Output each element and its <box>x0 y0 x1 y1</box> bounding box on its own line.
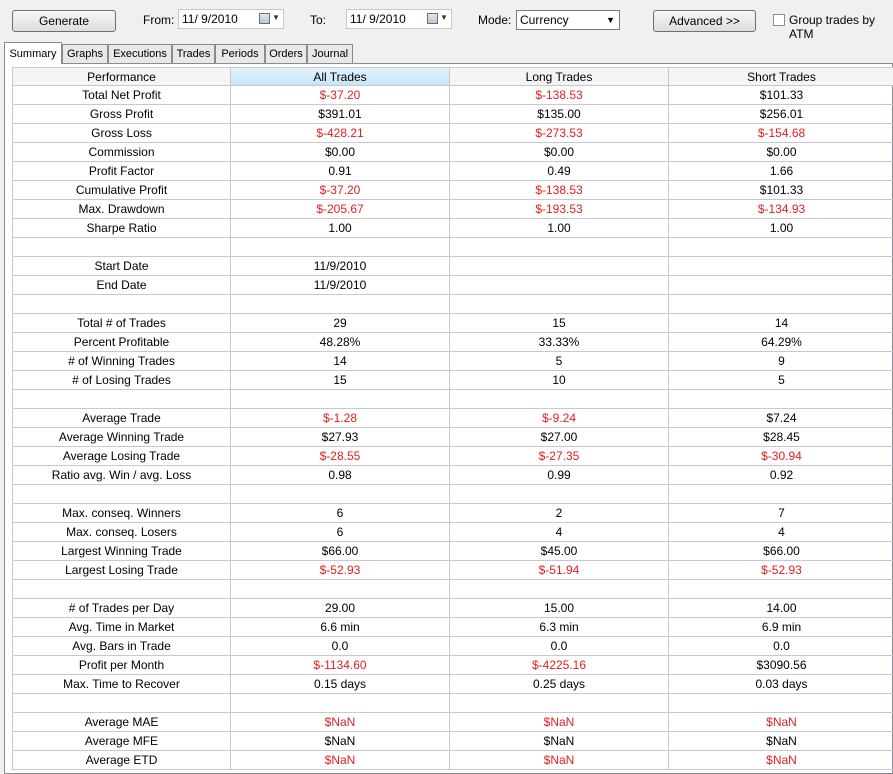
table-cell: 0.0 <box>231 637 450 656</box>
table-cell: $101.33 <box>669 86 893 105</box>
calendar-icon[interactable] <box>259 13 270 24</box>
table-cell: $NaN <box>450 732 669 751</box>
table-cell <box>231 580 450 599</box>
table-cell <box>231 390 450 409</box>
table-cell: $0.00 <box>669 143 893 162</box>
row-label: Total Net Profit <box>12 86 231 105</box>
table-cell: $-138.53 <box>450 181 669 200</box>
table-cell: 14.00 <box>669 599 893 618</box>
table-cell: $27.00 <box>450 428 669 447</box>
table-cell: 6.9 min <box>669 618 893 637</box>
table-cell <box>231 295 450 314</box>
row-label: Profit per Month <box>12 656 231 675</box>
row-label <box>12 295 231 314</box>
tab-orders[interactable]: Orders <box>265 44 307 63</box>
table-cell: $45.00 <box>450 542 669 561</box>
table-cell: 0.03 days <box>669 675 893 694</box>
table-cell: $-154.68 <box>669 124 893 143</box>
row-label: Ratio avg. Win / avg. Loss <box>12 466 231 485</box>
table-cell: $-273.53 <box>450 124 669 143</box>
table-cell <box>450 694 669 713</box>
row-label: Average Winning Trade <box>12 428 231 447</box>
table-cell: 1.00 <box>669 219 893 238</box>
table-cell: 1.66 <box>669 162 893 181</box>
row-label <box>12 390 231 409</box>
mode-label: Mode: <box>478 13 512 27</box>
table-cell: $66.00 <box>231 542 450 561</box>
table-cell: 11/9/2010 <box>231 276 450 295</box>
to-date-picker[interactable] <box>346 9 452 29</box>
table-row <box>12 295 893 314</box>
table-cell: 1.00 <box>231 219 450 238</box>
table-row <box>12 181 893 200</box>
table-cell: 0.15 days <box>231 675 450 694</box>
table-cell <box>669 257 893 276</box>
generate-button[interactable]: Generate <box>12 10 116 32</box>
row-label: Gross Loss <box>12 124 231 143</box>
table-cell: $0.00 <box>231 143 450 162</box>
table-row <box>12 162 893 181</box>
row-label: Total # of Trades <box>12 314 231 333</box>
table-cell: 5 <box>450 352 669 371</box>
table-row <box>12 276 893 295</box>
tab-graphs[interactable]: Graphs <box>62 44 108 63</box>
table-cell: $256.01 <box>669 105 893 124</box>
table-cell <box>669 485 893 504</box>
table-cell: 6 <box>231 523 450 542</box>
table-cell: 29.00 <box>231 599 450 618</box>
table-cell: 0.25 days <box>450 675 669 694</box>
tab-journal[interactable]: Journal <box>307 44 353 63</box>
table-cell: 2 <box>450 504 669 523</box>
table-cell <box>669 390 893 409</box>
table-row <box>12 485 893 504</box>
row-label: Average MAE <box>12 713 231 732</box>
row-label: # of Winning Trades <box>12 352 231 371</box>
table-cell <box>450 390 669 409</box>
column-header-short-trades[interactable]: Short Trades <box>669 67 893 86</box>
row-label: Start Date <box>12 257 231 276</box>
table-cell: 11/9/2010 <box>231 257 450 276</box>
tab-periods[interactable]: Periods <box>215 44 265 63</box>
table-row <box>12 675 893 694</box>
row-label: Gross Profit <box>12 105 231 124</box>
table-cell: 0.91 <box>231 162 450 181</box>
row-label <box>12 485 231 504</box>
table-cell <box>450 580 669 599</box>
table-cell <box>669 276 893 295</box>
table-cell: $-138.53 <box>450 86 669 105</box>
table-cell: $0.00 <box>450 143 669 162</box>
row-label: Commission <box>12 143 231 162</box>
table-cell: 1.00 <box>450 219 669 238</box>
row-label: Max. Drawdown <box>12 200 231 219</box>
table-cell: $NaN <box>231 732 450 751</box>
row-label: Average Losing Trade <box>12 447 231 466</box>
advanced-button[interactable]: Advanced >> <box>653 10 756 32</box>
row-label: Avg. Bars in Trade <box>12 637 231 656</box>
row-label: End Date <box>12 276 231 295</box>
table-row <box>12 86 893 105</box>
table-cell <box>669 238 893 257</box>
table-row <box>12 352 893 371</box>
table-cell: $-1.28 <box>231 409 450 428</box>
table-cell <box>669 694 893 713</box>
table-cell: 0.0 <box>450 637 669 656</box>
table-row <box>12 466 893 485</box>
table-cell: $-51.94 <box>450 561 669 580</box>
table-cell: 14 <box>669 314 893 333</box>
table-cell: $NaN <box>231 751 450 770</box>
table-cell <box>450 295 669 314</box>
table-cell: 0.0 <box>669 637 893 656</box>
row-label <box>12 238 231 257</box>
chevron-down-icon[interactable]: ▼ <box>272 13 280 22</box>
table-row <box>12 105 893 124</box>
table-cell: $3090.56 <box>669 656 893 675</box>
table-row <box>12 409 893 428</box>
table-row <box>12 542 893 561</box>
to-date-value: 11/ 9/2010 <box>350 12 406 26</box>
table-cell: 7 <box>669 504 893 523</box>
table-cell: $-134.93 <box>669 200 893 219</box>
table-row <box>12 523 893 542</box>
table-row <box>12 504 893 523</box>
mode-select[interactable] <box>516 10 620 30</box>
table-row <box>12 238 893 257</box>
table-row <box>12 390 893 409</box>
table-row <box>12 599 893 618</box>
table-cell: $-28.55 <box>231 447 450 466</box>
table-cell: $135.00 <box>450 105 669 124</box>
table-row <box>12 580 893 599</box>
table-cell: $-1134.60 <box>231 656 450 675</box>
table-row <box>12 257 893 276</box>
row-label: # of Losing Trades <box>12 371 231 390</box>
calendar-icon[interactable] <box>427 13 438 24</box>
chevron-down-icon[interactable]: ▼ <box>440 13 448 22</box>
table-cell: 48.28% <box>231 333 450 352</box>
table-row <box>12 314 893 333</box>
table-row <box>12 447 893 466</box>
table-cell: $NaN <box>669 732 893 751</box>
table-cell <box>669 580 893 599</box>
table-cell: 0.99 <box>450 466 669 485</box>
summary-panel <box>4 63 893 774</box>
performance-grid[interactable] <box>12 67 893 770</box>
group-trades-label: Group trades by ATM <box>789 13 876 41</box>
table-cell: 0.98 <box>231 466 450 485</box>
mode-value: Currency <box>520 13 569 27</box>
table-cell: $NaN <box>669 713 893 732</box>
table-row <box>12 618 893 637</box>
row-label: Max. Time to Recover <box>12 675 231 694</box>
table-cell: $-205.67 <box>231 200 450 219</box>
row-label: Largest Losing Trade <box>12 561 231 580</box>
table-row <box>12 694 893 713</box>
table-row <box>12 219 893 238</box>
table-row <box>12 371 893 390</box>
row-label: Cumulative Profit <box>12 181 231 200</box>
to-label: To: <box>310 13 327 27</box>
row-label: Percent Profitable <box>12 333 231 352</box>
table-cell: 0.92 <box>669 466 893 485</box>
table-cell: $101.33 <box>669 181 893 200</box>
toolbar <box>0 0 893 40</box>
from-label: From: <box>143 13 175 27</box>
table-cell <box>450 257 669 276</box>
table-row <box>12 732 893 751</box>
table-cell: 14 <box>231 352 450 371</box>
table-cell: 6.6 min <box>231 618 450 637</box>
table-cell: 10 <box>450 371 669 390</box>
table-cell: 15 <box>450 314 669 333</box>
table-cell: $7.24 <box>669 409 893 428</box>
table-row <box>12 428 893 447</box>
table-cell: $NaN <box>450 751 669 770</box>
table-cell: $NaN <box>450 713 669 732</box>
table-cell <box>231 238 450 257</box>
row-label: Avg. Time in Market <box>12 618 231 637</box>
row-label: Largest Winning Trade <box>12 542 231 561</box>
column-header-long-trades[interactable]: Long Trades <box>450 67 669 86</box>
table-row <box>12 200 893 219</box>
table-cell: 4 <box>450 523 669 542</box>
table-cell: 29 <box>231 314 450 333</box>
column-header-all-trades[interactable]: All Trades <box>231 67 450 86</box>
group-trades-checkbox[interactable] <box>773 14 785 26</box>
table-cell: 15.00 <box>450 599 669 618</box>
from-date-picker[interactable] <box>178 9 284 29</box>
table-cell: 9 <box>669 352 893 371</box>
table-cell <box>231 694 450 713</box>
table-cell: $28.45 <box>669 428 893 447</box>
table-cell: 6 <box>231 504 450 523</box>
column-header-performance[interactable]: Performance <box>12 67 231 86</box>
table-cell: 15 <box>231 371 450 390</box>
table-cell: $NaN <box>231 713 450 732</box>
row-label: Average MFE <box>12 732 231 751</box>
chevron-down-icon: ▼ <box>606 15 615 25</box>
table-cell: 33.33% <box>450 333 669 352</box>
tab-summary[interactable]: Summary <box>4 42 62 64</box>
table-row <box>12 561 893 580</box>
table-cell: $-9.24 <box>450 409 669 428</box>
tab-trades[interactable]: Trades <box>172 44 215 63</box>
table-cell: 5 <box>669 371 893 390</box>
header-row <box>12 67 893 86</box>
table-cell: $66.00 <box>669 542 893 561</box>
table-row <box>12 143 893 162</box>
table-cell: $-37.20 <box>231 181 450 200</box>
table-cell: $-52.93 <box>669 561 893 580</box>
table-cell <box>450 485 669 504</box>
table-cell: 6.3 min <box>450 618 669 637</box>
table-row <box>12 124 893 143</box>
table-cell <box>450 238 669 257</box>
table-row <box>12 713 893 732</box>
row-label <box>12 694 231 713</box>
table-cell: 64.29% <box>669 333 893 352</box>
table-cell <box>669 295 893 314</box>
grid-body <box>12 86 893 770</box>
table-row <box>12 333 893 352</box>
row-label: Sharpe Ratio <box>12 219 231 238</box>
row-label: Average Trade <box>12 409 231 428</box>
from-date-value: 11/ 9/2010 <box>182 12 238 26</box>
table-row <box>12 751 893 770</box>
table-cell: 0.49 <box>450 162 669 181</box>
row-label: # of Trades per Day <box>12 599 231 618</box>
table-cell: 4 <box>669 523 893 542</box>
row-label <box>12 580 231 599</box>
table-cell: $-193.53 <box>450 200 669 219</box>
row-label: Max. conseq. Winners <box>12 504 231 523</box>
table-cell: $-27.35 <box>450 447 669 466</box>
table-cell: $-428.21 <box>231 124 450 143</box>
tab-executions[interactable]: Executions <box>108 44 172 63</box>
table-cell: $-4225.16 <box>450 656 669 675</box>
row-label: Profit Factor <box>12 162 231 181</box>
table-row <box>12 637 893 656</box>
table-cell <box>231 485 450 504</box>
table-cell <box>450 276 669 295</box>
table-cell: $-52.93 <box>231 561 450 580</box>
table-cell: $27.93 <box>231 428 450 447</box>
table-row <box>12 656 893 675</box>
table-cell: $-37.20 <box>231 86 450 105</box>
table-cell: $-30.94 <box>669 447 893 466</box>
row-label: Average ETD <box>12 751 231 770</box>
table-cell: $NaN <box>669 751 893 770</box>
table-cell: $391.01 <box>231 105 450 124</box>
row-label: Max. conseq. Losers <box>12 523 231 542</box>
